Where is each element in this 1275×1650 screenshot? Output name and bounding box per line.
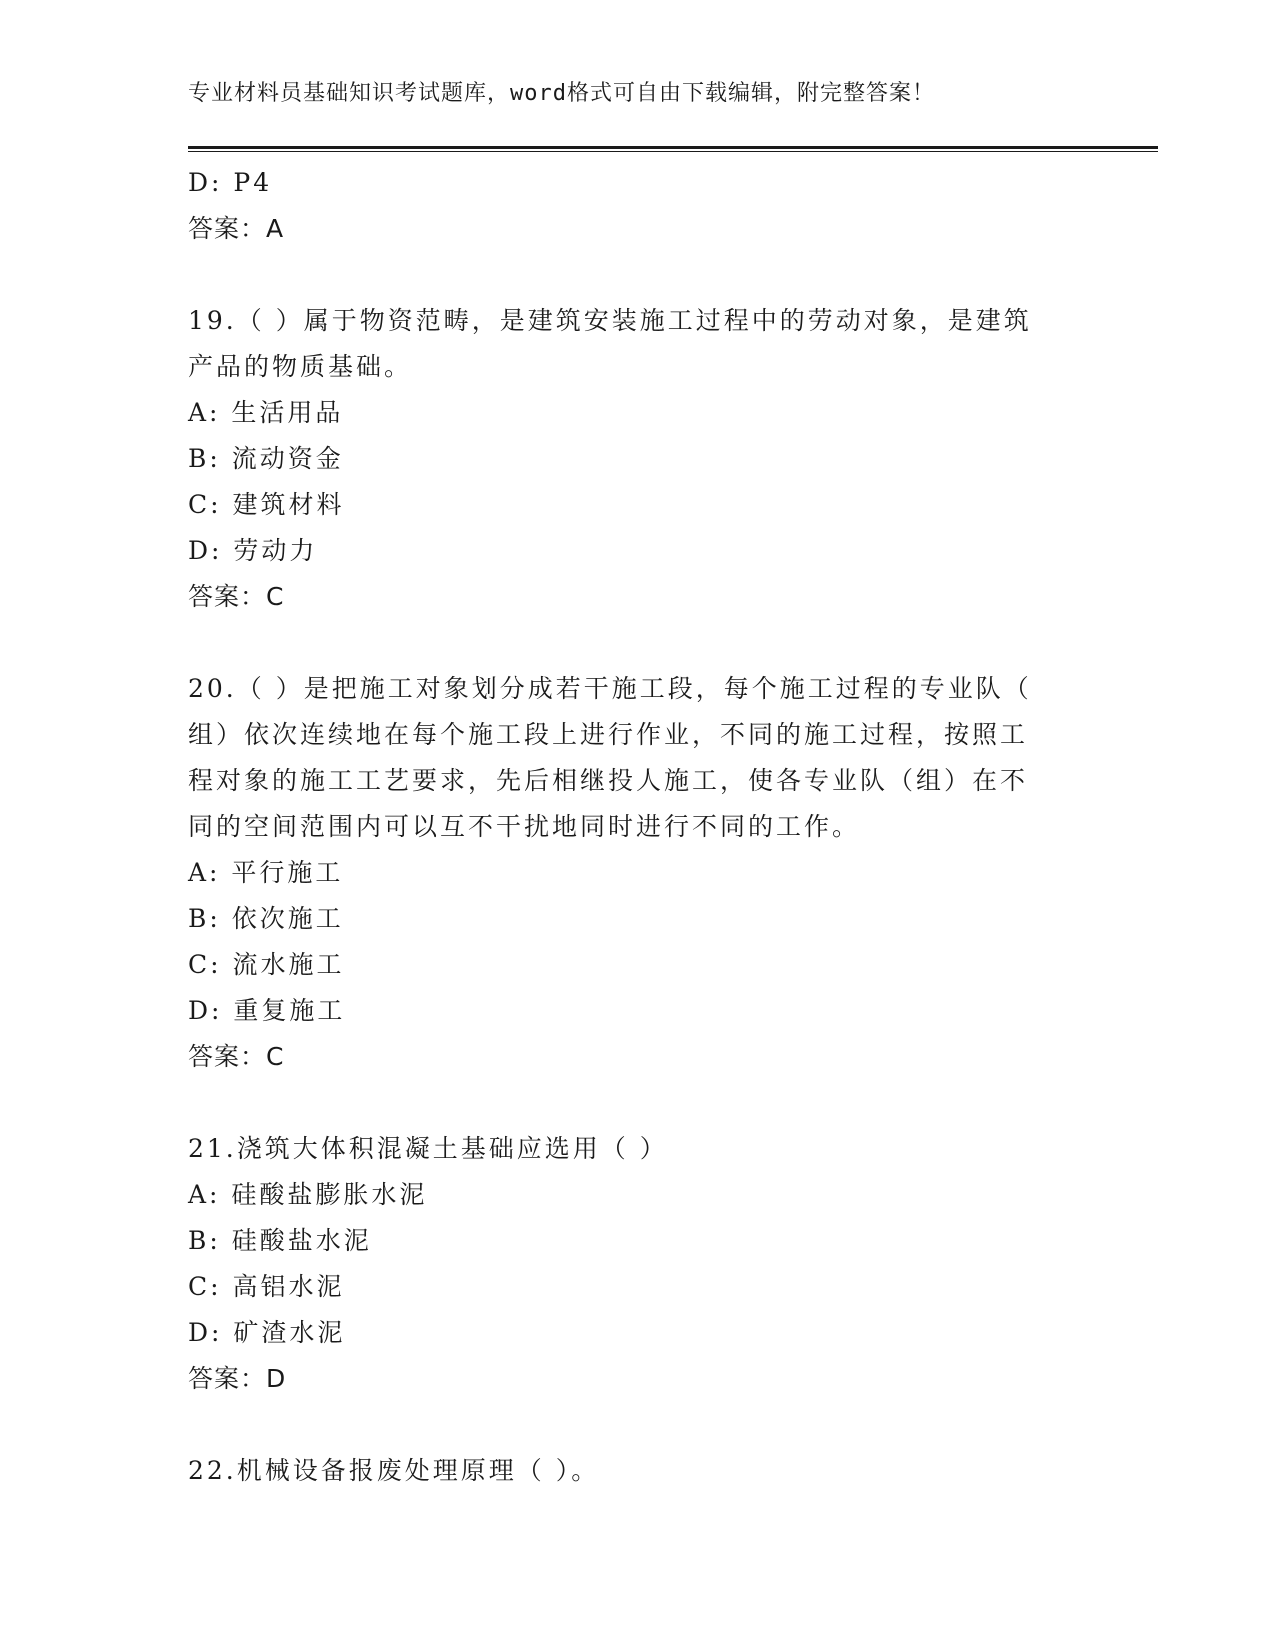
option-b: B: 流动资金 — [188, 444, 344, 473]
question-text: 同的空间范围内可以互不干扰地同时进行不同的工作。 — [188, 812, 861, 841]
answer: 答案：D — [188, 1364, 287, 1393]
answer: 答案：A — [188, 214, 285, 243]
spacer — [188, 252, 1068, 298]
option-c: C: 高铝水泥 — [188, 1272, 345, 1301]
question-text: 组）依次连续地在每个施工段上进行作业，不同的施工过程，按照工 — [188, 720, 1029, 749]
question-text: 20.（ ）是把施工对象划分成若干施工段，每个施工过程的专业队（ — [188, 674, 1032, 703]
option-b: B: 硅酸盐水泥 — [188, 1226, 372, 1255]
question-19 — [188, 298, 1068, 620]
answer: 答案：C — [188, 582, 285, 611]
header-rule-thick — [188, 146, 1158, 149]
option-d: D: P4 — [188, 168, 273, 197]
question-text: 产品的物质基础。 — [188, 352, 413, 381]
option-a: A: 平行施工 — [188, 858, 344, 887]
answer: 答案：C — [188, 1042, 285, 1071]
option-c: C: 建筑材料 — [188, 490, 345, 519]
question-21 — [188, 1126, 1068, 1402]
question-list — [188, 160, 1068, 1494]
option-a: A: 硅酸盐膨胀水泥 — [188, 1180, 428, 1209]
spacer — [188, 1402, 1068, 1448]
question-text: 21.浇筑大体积混凝土基础应选用（ ） — [188, 1134, 668, 1163]
question-text: 19.（ ）属于物资范畴，是建筑安装施工过程中的劳动对象，是建筑 — [188, 306, 1032, 335]
option-b: B: 依次施工 — [188, 904, 344, 933]
option-d: D: 重复施工 — [188, 996, 346, 1025]
page-header: 专业材料员基础知识考试题库，word格式可自由下载编辑，附完整答案！ — [188, 81, 935, 106]
question-20 — [188, 666, 1068, 1080]
option-d: D: 矿渣水泥 — [188, 1318, 346, 1347]
question-text: 22.机械设备报废处理原理（ ）。 — [188, 1456, 600, 1485]
option-a: A: 生活用品 — [188, 398, 344, 427]
question-18-tail — [188, 160, 1068, 252]
spacer — [188, 1080, 1068, 1126]
option-c: C: 流水施工 — [188, 950, 345, 979]
header-rule-thin — [188, 151, 1158, 152]
question-text: 程对象的施工工艺要求，先后相继投人施工，使各专业队（组）在不 — [188, 766, 1029, 795]
spacer — [188, 620, 1068, 666]
option-d: D: 劳动力 — [188, 536, 318, 565]
question-22 — [188, 1448, 1068, 1494]
